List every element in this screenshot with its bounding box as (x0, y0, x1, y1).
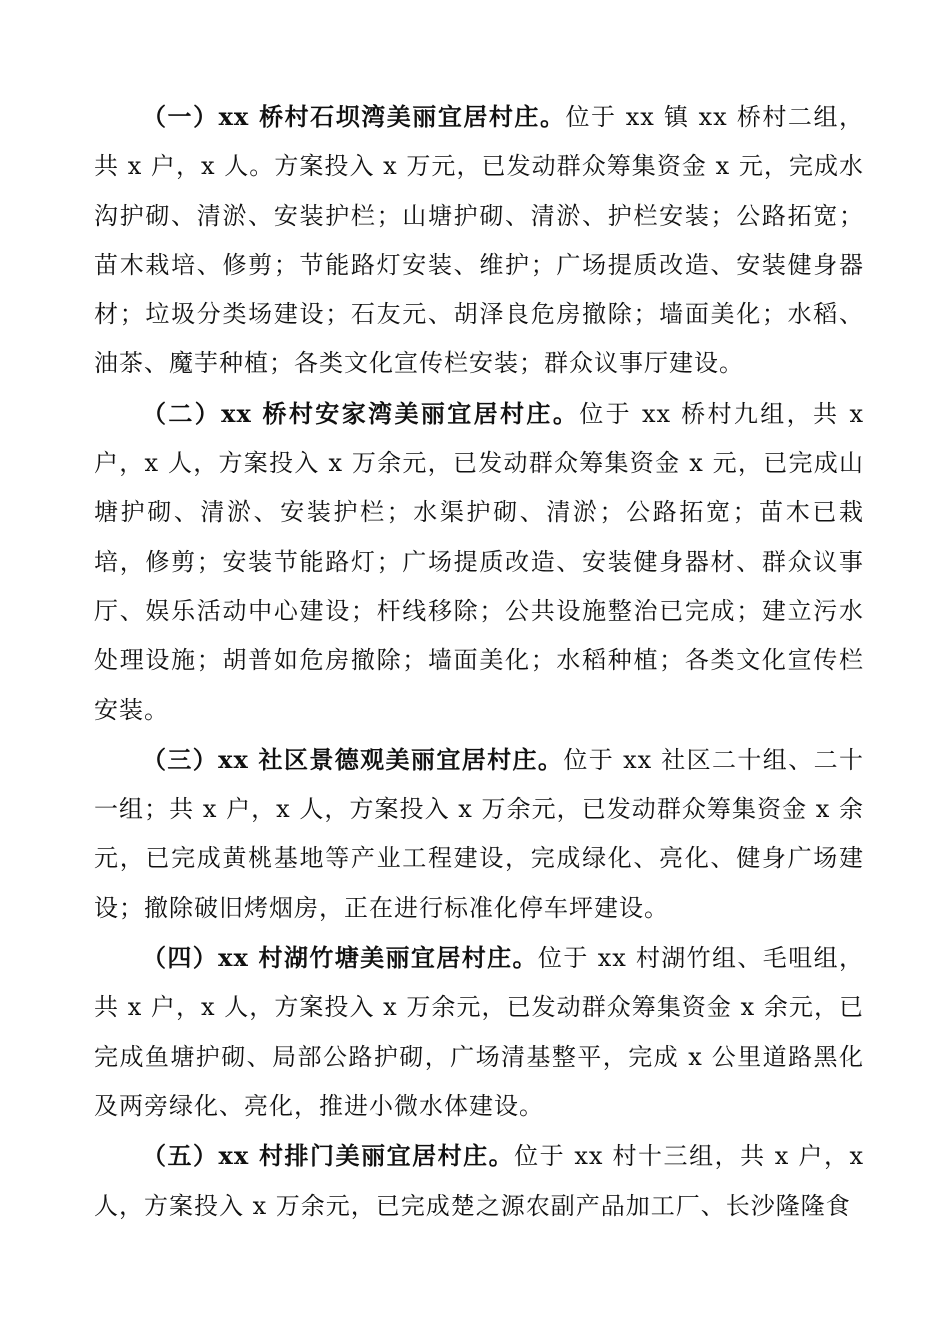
paragraph-5-body: 位于 xx 村十三组，共 x 户，x 人，方案投入 x 万余元，已完成楚之源农副产品加工厂、长沙隆隆食 (94, 1142, 864, 1220)
paragraph-4-body: 位于 xx 村湖竹组、毛咀组，共 x 户，x 人，方案投入 x 万余元，已发动群众筹集资金 x 余元，已完成鱼塘护砌、局部公路护砌，广场清基整平，完成 x 公里道路黑化及两旁绿化、亮化，推进小微水体建设。 (94, 944, 864, 1120)
paragraph-3-body: 位于 xx 社区二十组、二十一组；共 x 户，x 人，方案投入 x 万余元，已发动群众筹集资金 x 余元，已完成黄桃基地等产业工程建设，完成绿化、亮化、健身广场建设；撤除破旧烤烟房，正在进行标准化停车坪建设。 (94, 745, 864, 922)
paragraph-5 (94, 1131, 864, 1231)
paragraph-2-heading: （二）xx 桥村安家湾美丽宜居村庄。 (142, 398, 580, 428)
paragraph-2-body: 位于 xx 桥村九组，共 x 户，x 人，方案投入 x 万余元，已发动群众筹集资金 x 元，已完成山塘护砌、清淤、安装护栏；水渠护砌、清淤；公路拓宽；苗木已栽培，修剪；安装节能路灯；广场提质改造、安装健身器材、群众议事厅、娱乐活动中心建设；杆线移除；公共设施整治已完成；建立污水处理设施；胡普如危房撤除；墙面美化；水稻种植；各类文化宣传栏安装。 (94, 399, 864, 724)
paragraph-5-heading: （五）xx 村排门美丽宜居村庄。 (142, 1141, 515, 1171)
paragraph-4-heading: （四）xx 村湖竹塘美丽宜居村庄。 (142, 943, 538, 973)
paragraph-1-heading: （一）xx 桥村石坝湾美丽宜居村庄。 (142, 102, 566, 131)
paragraph-4 (94, 933, 864, 1131)
paragraph-2 (94, 389, 864, 735)
paragraph-1-body: 位于 xx 镇 xx 桥村二组，共 x 户，x 人。方案投入 x 万元，已发动群众筹集资金 x 元，完成水沟护砌、清淤、安装护栏；山塘护砌、清淤、护栏安装；公路拓宽；苗木栽培、修剪；节能路灯安装、维护；广场提质改造、安装健身器材；垃圾分类场建设；石友元、胡泽良危房撤除；墙面美化；水稻、油茶、魔芋种植；各类文化宣传栏安装；群众议事厅建设。 (94, 103, 864, 378)
paragraph-3-heading: （三）xx 社区景德观美丽宜居村庄。 (142, 744, 564, 774)
paragraph-3 (94, 735, 864, 933)
document-page (94, 92, 864, 1231)
paragraph-1 (94, 92, 864, 389)
